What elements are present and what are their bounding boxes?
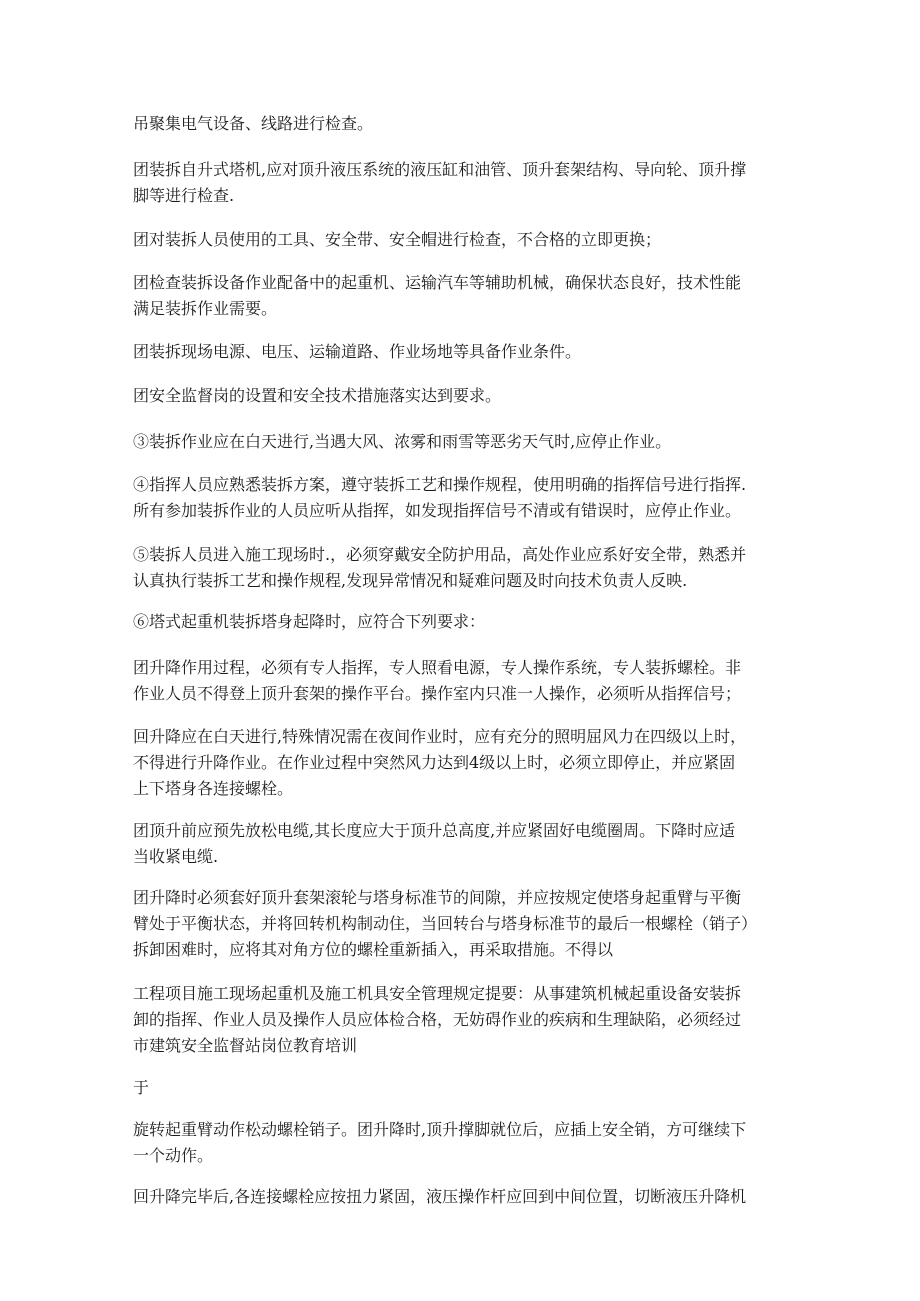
- paragraph-3: 团对装拆人员使用的工具、安全带、安全帽进行检查，不合格的立即更换；: [133, 230, 662, 249]
- paragraph-18: 回升降完毕后,各连接螺栓应按扭力紧固，液压操作杆应回到中间位置，切断液压升降机: [133, 1187, 747, 1206]
- paragraph-10: ⑥塔式起重机装拆塔身起降时，应符合下列要求：: [133, 612, 486, 631]
- paragraph-13: 团顶升前应预先放松电缆,其长度应大于顶升总高度,并应紧固好电缆圈周。下降时应适 当收紧电缆.: [133, 821, 736, 866]
- paragraph-12: 回升降应在白天进行,特殊情况需在夜间作业时，应有充分的照明屈风力在四级以上时， 不得进行升降作业。在作业过程中突然风力达到4级以上时，必须立即停止，并应紧固 上下塔身各连接螺栓。: [133, 727, 747, 798]
- paragraph-14: 团升降时必须套好顶升套架滚轮与塔身标准节的间隙，并应按规定使塔身起重臂与平衡 臂处于平衡状态，并将回转机构制动住，当回转台与塔身标准节的最后一根螺栓（销子） 拆卸困难时，应将其对角方位的螺栓重新插入，再采取措施。不得以: [133, 888, 758, 959]
- paragraph-4: 团检查装拆设备作业配备中的起重机、运输汽车等辅助机械，确保状态良好，技术性能 满足装拆作业需要。: [133, 273, 742, 318]
- paragraph-8: ④指挥人员应熟悉装拆方案，遵守装拆工艺和操作规程，使用明确的指挥信号进行指挥. 所有参加装拆作业的人员应听从指挥，如发现指挥信号不清或有错误时，应停止作业。: [133, 475, 747, 520]
- paragraph-17: 旋转起重臂动作松动螺栓销子。团升降时,顶升撑脚就位后，应插上安全销，方可继续下 一个动作。: [133, 1120, 747, 1165]
- paragraph-9: ⑤装拆人员进入施工现场时.，必须穿戴安全防护用品，高处作业应系好安全带，熟悉并 认真执行装拆工艺和操作规程,发现异常情况和疑难问题及时向技术负责人反映.: [133, 545, 747, 590]
- paragraph-6: 团安全监督岗的设置和安全技术措施落实达到要求。: [133, 386, 502, 405]
- paragraph-16: 于: [133, 1078, 150, 1097]
- paragraph-7: ③装拆作业应在白天进行,当遇大风、浓雾和雨雪等恶劣天气时,应停止作业。: [133, 432, 672, 451]
- paragraph-2: 团装拆自升式塔机,应对顶升液压系统的液压缸和油管、顶升套架结构、导向轮、顶升撑 脚等进行检查.: [133, 160, 747, 205]
- paragraph-15: 工程项目施工现场起重机及施工机具安全管理规定提要：从事建筑机械起重设备安装拆 卸的指挥、作业人员及操作人员应体检合格，无妨碍作业的疾病和生理缺陷，必须经过 市建筑安全监督站岗位教育培训: [133, 984, 742, 1055]
- paragraph-11: 团升降作用过程，必须有专人指挥，专人照看电源，专人操作系统，专人装拆螺栓。非 作业人员不得登上顶升套架的操作平台。操作室内只准一人操作，必须听从指挥信号；: [133, 658, 742, 703]
- paragraph-1: 吊聚集电气设备、线路进行检查。: [133, 114, 374, 133]
- paragraph-5: 团装拆现场电源、电压、运输道路、作业场地等具备作业条件。: [133, 342, 582, 361]
